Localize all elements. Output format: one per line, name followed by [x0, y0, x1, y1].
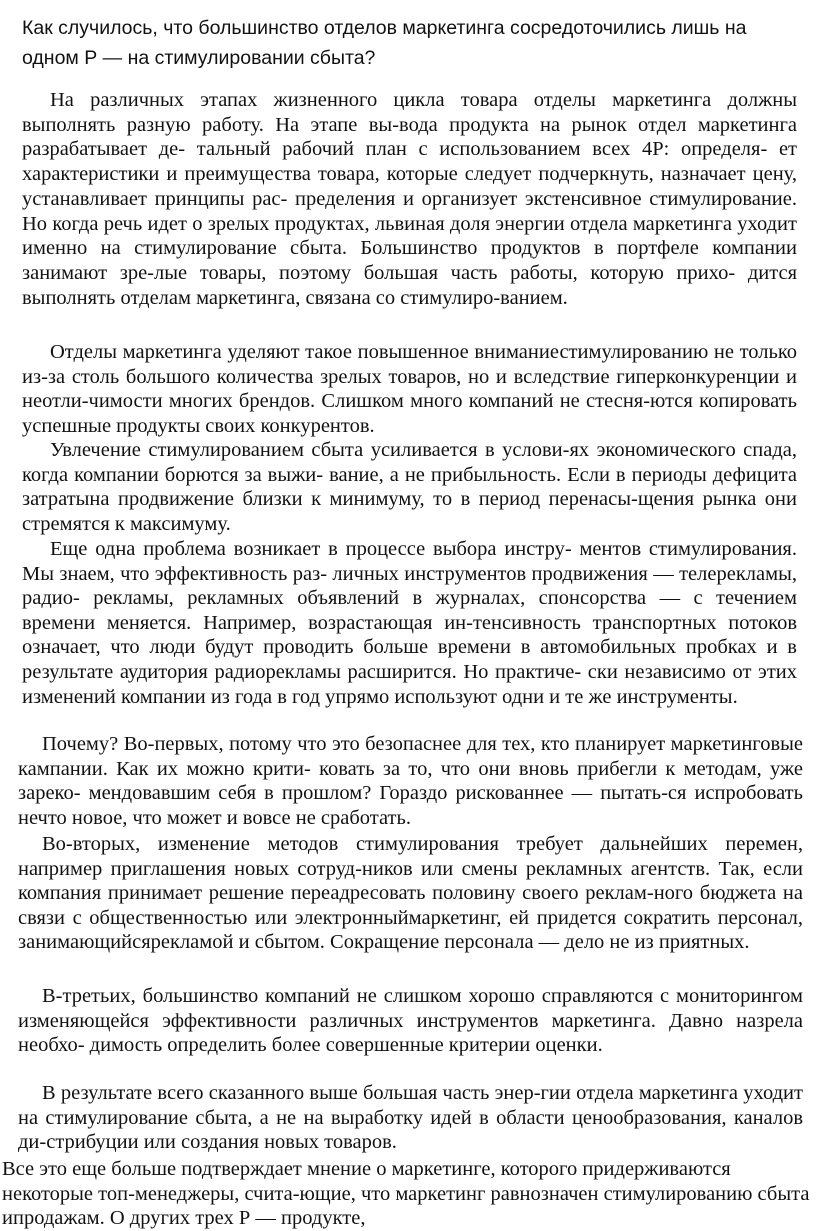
- paragraph-6: Во-вторых, изменение методов стимулирования требует дальнейших перемен, например приглашения новых сотруд-ников или смены рекламных агентств. Так, если компания принимает решение переадресовать половину своего реклам-ного бюджета на связи с общественностью или электронныймаркетинг, ей придется сократить персонал, занимающийсярекламой и сбытом. Сокращение персонала — дело не из приятных.: [18, 833, 803, 954]
- paragraph-1: На различных этапах жизненного цикла товара отделы маркетинга должны выполнять разную работу. На этапе вы-вода продукта на рынок отдел маркетинга разрабатывает де- тальный рабочий план с использованием всех 4P: определя- ет характеристики и преимущества товара, которые следует подчеркнуть, назначает цену, устанавливает принципы рас- пределения и организует экстенсивное стимулирование. Но когда речь идет о зрелых продуктах, львиная доля энергии отдела маркетинга уходит именно на стимулирование сбыта. Большинство продуктов в портфеле компании занимают зре-лые товары, поэтому большая часть работы, которую прихо- дится выполнять отделам маркетинга, связана со стимулиро-ванием.: [22, 89, 797, 309]
- paragraph-5: Почему? Во-первых, потому что это безопаснее для тех, кто планирует маркетинговые кампании. Как их можно крити- ковать за то, что они вновь прибегли к методам, уже зареко- мендовавшим себя в прошлом? Гораздо рискованнее — пытать-ся испробовать нечто новое, что может и вовсе не сработать.: [18, 733, 803, 829]
- paragraph-4: Еще одна проблема возникает в процессе выбора инстру- ментов стимулирования. Мы знаем, что эффективность раз- личных инструментов продвижения — телерекламы, радио- рекламы, рекламных объявлений в журналах, спонсорства — с течением времени меняется. Например, возрастающая ин-тенсивность транспортных потоков означает, что люди будут проводить больше времени в автомобильных пробках и в результате аудитория радиорекламы расширится. Но практиче- ски независимо от этих изменений компании из года в год упрямо используют одни и те же инструменты.: [22, 538, 797, 708]
- paragraph-8: В результате всего сказанного выше большая часть энер-гии отдела маркетинга уходит на стимулирование сбыта, а не на выработку идей в области ценообразования, каналов ди-стрибуции или создания новых товаров.: [18, 1082, 803, 1154]
- paragraph-9: Все это еще больше подтверждает мнение о маркетинге, которого придерживаются некоторые топ-менеджеры, счита-ющие, что маркетинг равнозначен стимулированию сбыта ипродажам. О других трех Р — продукте,: [2, 1158, 810, 1230]
- paragraph-2: Отделы маркетинга уделяют такое повышенное вниманиестимулированию не только из-за столь большого количества зрелых товаров, но и вследствие гиперконкуренции и неотли-чимости многих брендов. Слишком много компаний не стесня-ются копировать успешные продукты своих конкурентов.: [22, 341, 797, 437]
- question-heading: Как случилось, что большинство отделов маркетинга сосредоточились лишь на одном Р — на стимулировании сбыта?: [22, 17, 747, 69]
- paragraph-7: В-третьих, большинство компаний не слишком хорошо справляются с мониторингом изменяющейся эффективности различных инструментов маркетинга. Давно назрела необхо- димость определить более совершенные критерии оценки.: [18, 985, 803, 1057]
- paragraph-3: Увлечение стимулированием сбыта усиливается в услови-ях экономического спада, когда компании борются за выжи- вание, а не прибыльность. Если в периоды дефицита затратына продвижение близки к минимуму, то в период перенасы-щения рынка они стремятся к максимуму.: [22, 439, 797, 535]
